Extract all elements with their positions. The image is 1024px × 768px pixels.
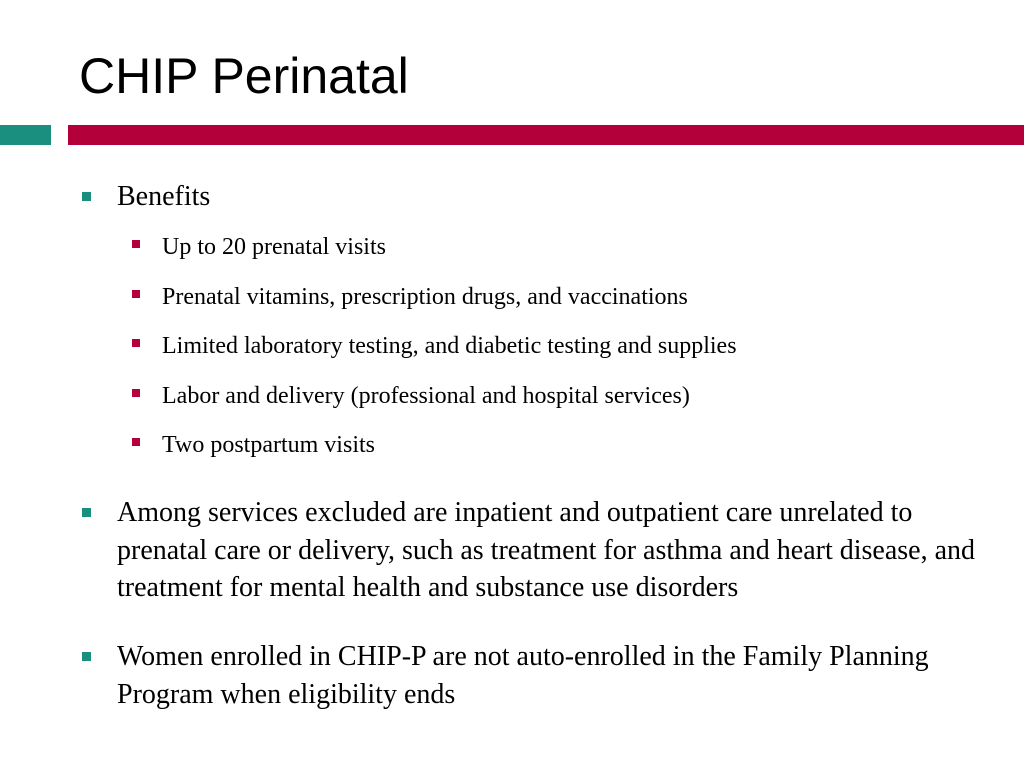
- square-bullet-icon: [82, 192, 91, 201]
- bullet-enrollment: Women enrolled in CHIP-P are not auto-enrolled in the Family Planning Program when eligibility ends: [117, 641, 929, 710]
- square-bullet-icon: [132, 240, 140, 248]
- slide-title: CHIP Perinatal: [79, 48, 409, 104]
- sub-bullet-item: Limited laboratory testing, and diabetic testing and supplies: [162, 333, 737, 359]
- square-bullet-icon: [82, 652, 91, 661]
- sub-bullet-item: Up to 20 prenatal visits: [162, 234, 386, 260]
- bullet-exclusions: Among services excluded are inpatient and outpatient care unrelated to prenatal care or delivery, such as treatment for asthma and heart disease, and treatment for mental health and substance use disorders: [117, 497, 976, 603]
- bullet-benefits: Benefits: [117, 181, 211, 212]
- square-bullet-icon: [132, 290, 140, 298]
- square-bullet-icon: [82, 508, 91, 517]
- square-bullet-icon: [132, 438, 140, 446]
- sub-bullet-item: Two postpartum visits: [162, 432, 375, 458]
- square-bullet-icon: [132, 389, 140, 397]
- sub-bullet-item: Labor and delivery (professional and hospital services): [162, 383, 690, 409]
- sub-bullet-item: Prenatal vitamins, prescription drugs, and vaccinations: [162, 284, 688, 310]
- square-bullet-icon: [132, 339, 140, 347]
